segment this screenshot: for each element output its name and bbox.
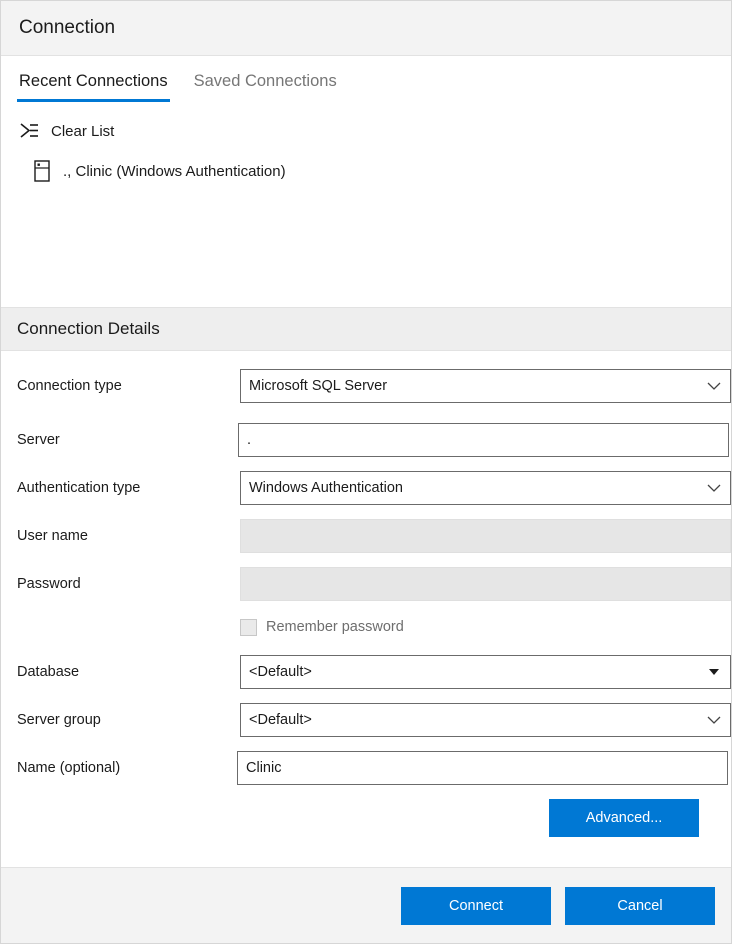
chevron-down-icon — [706, 480, 722, 496]
connection-type-value: Microsoft SQL Server — [249, 378, 388, 394]
dialog-titlebar — [1, 1, 731, 56]
clear-list-icon — [17, 121, 43, 141]
password-label: Password — [17, 576, 81, 592]
remember-password-checkbox[interactable] — [240, 619, 257, 636]
database-select[interactable] — [240, 655, 731, 689]
field-server-group — [17, 703, 715, 737]
connection-type-select[interactable] — [240, 369, 731, 403]
field-password — [17, 567, 715, 601]
connection-tabs — [1, 56, 731, 102]
tab-recent-connections[interactable] — [17, 72, 170, 102]
remember-password-row[interactable] — [240, 615, 715, 639]
server-group-label: Server group — [17, 712, 101, 728]
database-label: Database — [17, 664, 80, 680]
authentication-type-label: Authentication type — [17, 480, 141, 496]
server-group-value: <Default> — [249, 712, 312, 728]
field-name-optional — [17, 751, 715, 785]
field-connection-type — [17, 369, 715, 403]
chevron-down-icon — [706, 378, 722, 394]
server-label: Server — [17, 432, 60, 448]
connect-button[interactable]: Connect — [401, 887, 551, 925]
user-name-input — [240, 519, 731, 553]
field-authentication-type — [17, 471, 715, 505]
field-user-name — [17, 519, 715, 553]
name-optional-label: Name (optional) — [17, 760, 121, 776]
password-input — [240, 567, 731, 601]
name-optional-value: Clinic — [246, 760, 282, 776]
recent-connections-list — [1, 102, 731, 307]
advanced-button[interactable]: Advanced... — [549, 799, 699, 837]
dialog-footer — [1, 867, 731, 943]
field-server — [17, 423, 715, 457]
tab-recent-connections-label: Recent Connections — [19, 71, 168, 90]
connection-type-label: Connection type — [17, 378, 122, 394]
server-input[interactable] — [238, 423, 729, 457]
connection-details-title: Connection Details — [17, 319, 160, 338]
user-name-label: User name — [17, 528, 88, 544]
tab-saved-connections[interactable] — [192, 72, 339, 102]
tab-saved-connections-label: Saved Connections — [193, 71, 337, 90]
server-group-select[interactable] — [240, 703, 731, 737]
database-value: <Default> — [249, 664, 312, 680]
connection-details-header — [1, 307, 731, 351]
dialog-title: Connection — [19, 17, 116, 38]
authentication-type-select[interactable] — [240, 471, 731, 505]
authentication-type-value: Windows Authentication — [249, 480, 403, 496]
clear-list-label: Clear List — [51, 122, 115, 140]
advanced-row — [17, 799, 715, 837]
caret-down-icon — [706, 664, 722, 680]
list-item[interactable] — [17, 156, 715, 186]
name-optional-input[interactable] — [237, 751, 728, 785]
connection-details-form — [1, 351, 731, 867]
server-icon — [29, 160, 55, 182]
cancel-button[interactable]: Cancel — [565, 887, 715, 925]
clear-list-action[interactable] — [17, 116, 715, 146]
remember-password-label: Remember password — [266, 619, 404, 635]
list-item-label: ., Clinic (Windows Authentication) — [63, 162, 286, 180]
chevron-down-icon — [706, 712, 722, 728]
server-value: . — [247, 432, 252, 448]
field-database — [17, 655, 715, 689]
